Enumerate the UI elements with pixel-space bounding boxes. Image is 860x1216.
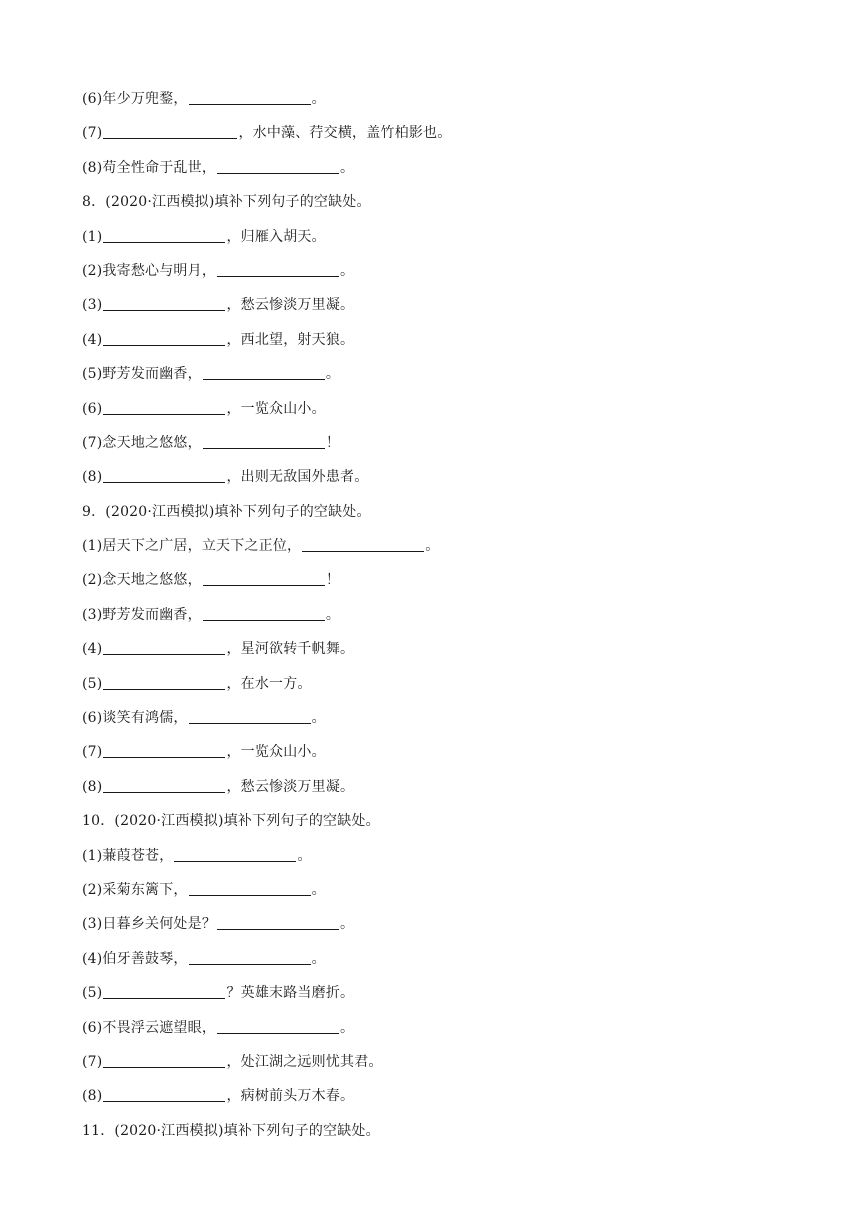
- line-prefix: (3): [82, 297, 103, 314]
- line-suffix: ！: [325, 434, 341, 451]
- question-title: 9．(2020·江西模拟)填补下列句子的空缺处。: [82, 503, 371, 520]
- line-prefix: (6): [82, 400, 103, 417]
- line-suffix: 。: [340, 159, 355, 176]
- answer-blank[interactable]: [103, 331, 225, 346]
- line-suffix: ，愁云惨淡万里凝。: [226, 297, 355, 314]
- line-suffix: 。: [425, 538, 440, 555]
- answer-blank[interactable]: [203, 571, 325, 586]
- line-suffix: 。: [325, 606, 341, 623]
- line-prefix: (7): [82, 744, 103, 761]
- answer-blank[interactable]: [189, 90, 311, 105]
- line-prefix: (6)谈笑有鸿儒，: [82, 710, 188, 727]
- line-suffix: ，病树前头万木春。: [226, 1088, 355, 1105]
- fill-in-line: [82, 569, 782, 603]
- fill-in-line: [82, 157, 782, 191]
- answer-blank[interactable]: [203, 365, 325, 380]
- line-prefix: (4): [82, 641, 103, 658]
- question-title: 8．(2020·江西模拟)填补下列句子的空缺处。: [82, 194, 371, 211]
- answer-blank[interactable]: [103, 640, 225, 655]
- answer-blank[interactable]: [103, 984, 225, 999]
- line-prefix: (8): [82, 469, 103, 486]
- line-suffix: 。: [340, 1019, 355, 1036]
- line-prefix: (5): [82, 985, 103, 1002]
- line-prefix: (5)野芳发而幽香，: [82, 366, 202, 383]
- answer-blank[interactable]: [217, 915, 339, 930]
- answer-blank[interactable]: [189, 881, 311, 896]
- fill-in-line: [82, 294, 782, 328]
- question-title: 11．(2020·江西模拟)填补下列句子的空缺处。: [82, 1122, 380, 1139]
- fill-in-line: [82, 398, 782, 432]
- fill-in-line: [82, 638, 782, 672]
- fill-in-line: [82, 363, 782, 397]
- fill-in-line: [82, 329, 782, 363]
- line-prefix: (1)蒹葭苍苍，: [82, 847, 174, 864]
- question-title: 10．(2020·江西模拟)填补下列句子的空缺处。: [82, 813, 380, 830]
- line-suffix: 。: [297, 847, 312, 864]
- line-suffix: ，出则无敌国外患者。: [226, 469, 369, 486]
- fill-in-line: [82, 741, 782, 775]
- answer-blank[interactable]: [103, 1053, 225, 1068]
- answer-blank[interactable]: [217, 262, 339, 277]
- answer-blank[interactable]: [103, 743, 225, 758]
- line-prefix: (6)不畏浮云遮望眼，: [82, 1019, 217, 1036]
- fill-in-line: [82, 535, 782, 569]
- fill-in-line: [82, 879, 782, 913]
- fill-in-line: [82, 1017, 782, 1051]
- answer-blank[interactable]: [203, 606, 325, 621]
- line-prefix: (5): [82, 675, 103, 692]
- line-prefix: (7): [82, 1053, 103, 1070]
- line-prefix: (4)伯牙善鼓琴，: [82, 950, 188, 967]
- line-suffix: ？英雄末路当磨折。: [226, 985, 355, 1002]
- fill-in-line: [82, 466, 782, 500]
- fill-in-line: [82, 122, 782, 156]
- answer-blank[interactable]: [103, 675, 225, 690]
- question-heading: [82, 810, 782, 844]
- line-suffix: ，归雁入胡天。: [226, 228, 326, 245]
- fill-in-line: [82, 432, 782, 466]
- fill-in-line: [82, 913, 782, 947]
- line-prefix: (6)年少万兜鍪，: [82, 91, 188, 107]
- answer-blank[interactable]: [103, 468, 225, 483]
- line-suffix: ，处江湖之远则忧其君。: [226, 1053, 383, 1070]
- line-prefix: (7)念天地之悠悠，: [82, 434, 202, 451]
- line-prefix: (2)我寄愁心与明月，: [82, 262, 217, 279]
- fill-in-line: [82, 260, 782, 294]
- line-suffix: ，在水一方。: [226, 675, 312, 692]
- answer-blank[interactable]: [103, 1087, 225, 1102]
- line-prefix: (7): [82, 125, 103, 142]
- answer-blank[interactable]: [189, 950, 311, 965]
- line-suffix: 。: [311, 91, 326, 107]
- answer-blank[interactable]: [302, 537, 424, 552]
- answer-blank[interactable]: [174, 847, 296, 862]
- question-heading: [82, 501, 782, 535]
- answer-blank[interactable]: [217, 159, 339, 174]
- fill-in-line: [82, 673, 782, 707]
- line-prefix: (2)采菊东篱下，: [82, 881, 188, 898]
- line-prefix: (8): [82, 778, 103, 795]
- fill-in-line: [82, 1051, 782, 1085]
- fill-in-line: [82, 845, 782, 879]
- answer-blank[interactable]: [103, 400, 225, 415]
- line-suffix: 。: [311, 881, 326, 898]
- line-suffix: 。: [311, 950, 326, 967]
- line-suffix: ，水中藻、荇交横，盖竹柏影也。: [238, 125, 452, 142]
- line-suffix: ，一览众山小。: [226, 744, 326, 761]
- answer-blank[interactable]: [103, 124, 237, 139]
- line-suffix: ！: [325, 572, 341, 589]
- line-suffix: 。: [340, 262, 355, 279]
- question-heading: [82, 191, 782, 225]
- line-prefix: (1): [82, 228, 103, 245]
- fill-in-line: [82, 604, 782, 638]
- answer-blank[interactable]: [103, 778, 225, 793]
- line-suffix: ，一览众山小。: [226, 400, 326, 417]
- answer-blank[interactable]: [103, 228, 225, 243]
- question-heading: [82, 1120, 782, 1154]
- exercise-list: [82, 88, 782, 1154]
- fill-in-line: [82, 707, 782, 741]
- line-suffix: ，愁云惨淡万里凝。: [226, 778, 355, 795]
- fill-in-line: [82, 1085, 782, 1119]
- line-suffix: ，星河欲转千帆舞。: [226, 641, 355, 658]
- fill-in-line: [82, 982, 782, 1016]
- fill-in-line: [82, 88, 782, 122]
- line-prefix: (4): [82, 331, 103, 348]
- fill-in-line: [82, 776, 782, 810]
- line-suffix: 。: [311, 710, 326, 727]
- fill-in-line: [82, 948, 782, 982]
- line-prefix: (8)苟全性命于乱世，: [82, 159, 217, 176]
- line-suffix: 。: [340, 916, 355, 933]
- fill-in-line: [82, 226, 782, 260]
- answer-blank[interactable]: [189, 709, 311, 724]
- answer-blank[interactable]: [217, 1019, 339, 1034]
- line-prefix: (8): [82, 1088, 103, 1105]
- line-prefix: (3)日暮乡关何处是？: [82, 916, 217, 933]
- line-prefix: (1)居天下之广居，立天下之正位，: [82, 538, 302, 555]
- line-prefix: (3)野芳发而幽香，: [82, 606, 202, 623]
- line-prefix: (2)念天地之悠悠，: [82, 572, 202, 589]
- answer-blank[interactable]: [103, 296, 225, 311]
- answer-blank[interactable]: [203, 434, 325, 449]
- line-suffix: ，西北望，射天狼。: [226, 331, 355, 348]
- line-suffix: 。: [325, 366, 341, 383]
